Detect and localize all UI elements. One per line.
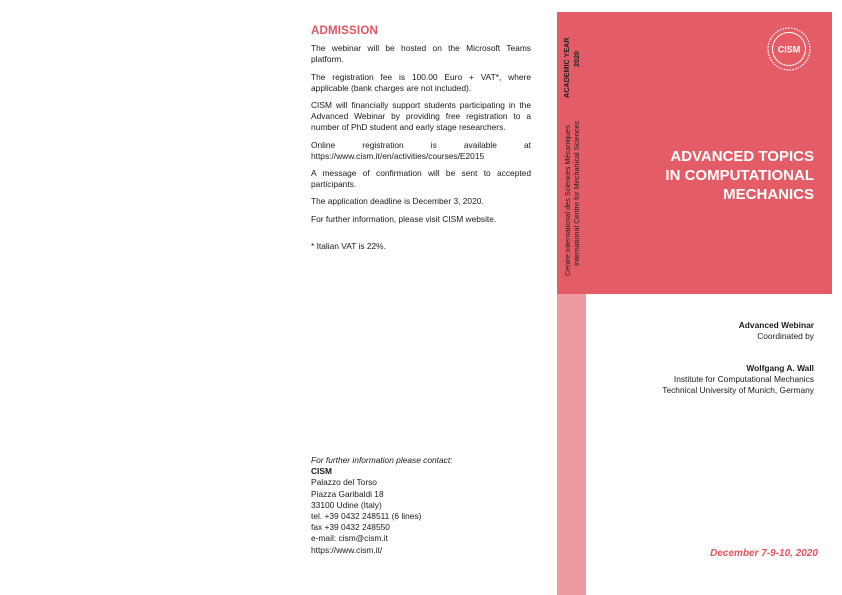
spine-strip-bottom [557,294,586,595]
title-line: MECHANICS [723,186,814,203]
coordinator-affiliation: Technical University of Munich, Germany [662,385,814,396]
admission-paragraph: CISM will financially support students participating in the Advanced Webinar by providing free registration to a number of PhD student and early stage researchers. [311,100,531,133]
admission-paragraph: The webinar will be hosted on the Microsoft Teams platform. [311,43,531,65]
logo-text: CISM [777,44,801,55]
admission-section [311,26,531,258]
vat-note: * Italian VAT is 22%. [311,240,386,251]
contact-fax: fax +39 0432 248550 [311,522,390,533]
event-date: December 7-9-10, 2020 [710,548,818,559]
contact-org: CISM [311,466,332,477]
contact-address-line: Piazza Garibaldi 18 [311,488,384,499]
coordinated-by-label: Coordinated by [757,331,814,342]
coordinator-block [584,363,814,397]
centre-name-french: Centre International des Sciences Mécaniques [563,125,572,276]
coordinator-affiliation: Institute for Computational Mechanics [673,374,814,385]
admission-paragraph: A message of confirmation will be sent to accepted participants. [311,168,531,190]
course-type-block [584,320,814,342]
title-line: ADVANCED TOPICS [670,148,814,165]
cism-logo-icon [764,24,814,74]
contact-address-line: 33100 Udine (Italy) [311,499,382,510]
contact-address-line: Palazzo del Torso [311,477,377,488]
admission-paragraph: The registration fee is 100.00 Euro + VAT*, where applicable (bank charges are not included). [311,71,531,93]
coordinator-name: Wolfgang A. Wall [746,363,814,373]
admission-paragraph: For further information, please visit CISM website. [311,213,497,224]
contact-intro: For further information please contact: [311,455,453,465]
contact-email[interactable]: e-mail: cism@cism.it [311,533,388,544]
course-type: Advanced Webinar [738,320,814,330]
title-line: IN COMPUTATIONAL [665,167,814,184]
contact-website[interactable]: https://www.cism.it/ [311,544,383,555]
centre-name-english: International Centre for Mechanical Sciences [572,120,581,266]
admission-paragraph: Online registration is available at https://www.cism.it/en/activities/courses/E2015 [311,139,531,161]
course-title [594,147,814,204]
contact-phone: tel. +39 0432 248511 (6 lines) [311,511,422,522]
academic-year: 2020 [572,51,581,67]
contact-block [311,455,511,556]
academic-year-label: ACADEMIC YEAR [562,37,571,98]
admission-paragraph: The application deadline is December 3, 2020. [311,196,484,207]
admission-heading: ADMISSION [311,25,378,37]
